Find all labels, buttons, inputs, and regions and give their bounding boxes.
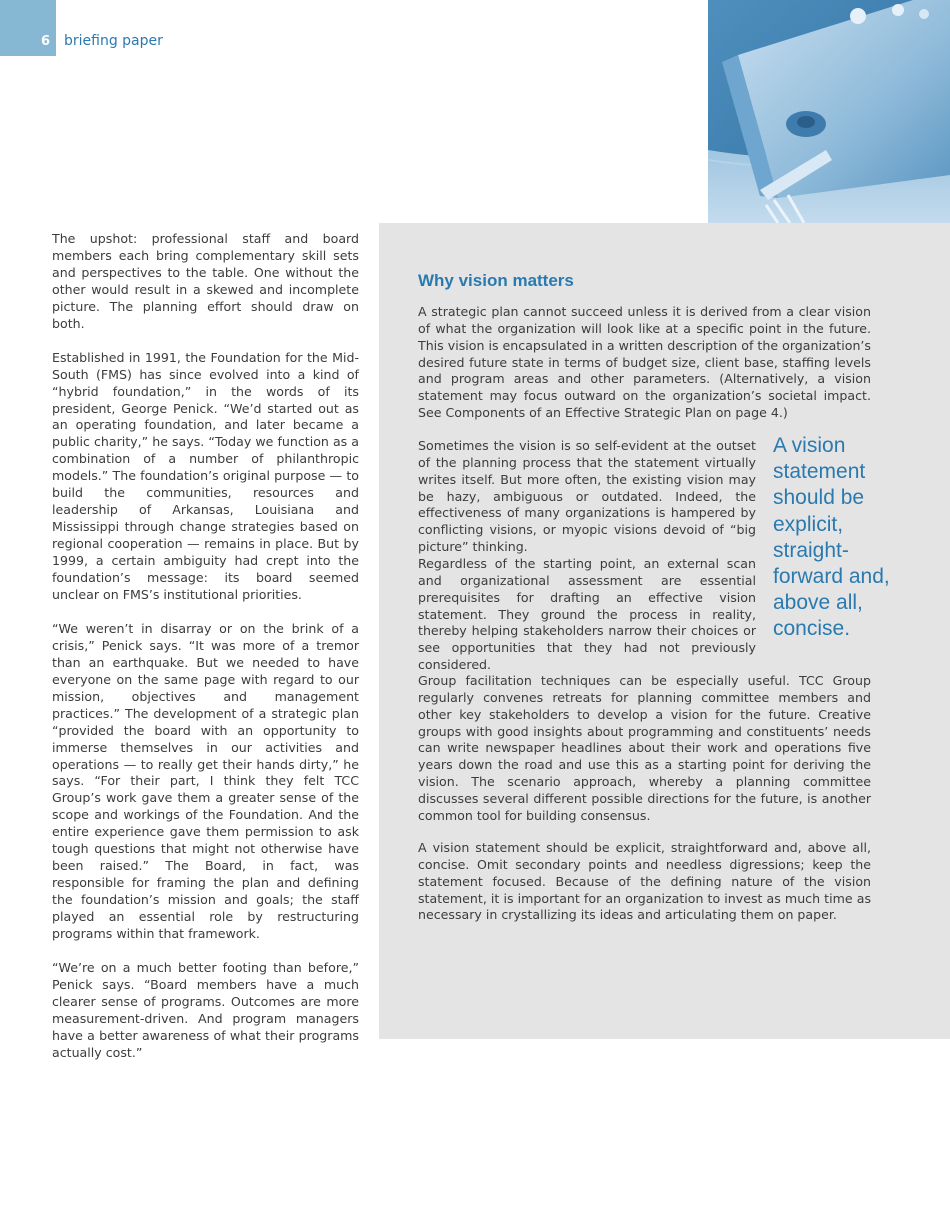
sidebar-paragraph: A vision statement should be explicit, straightforward and, above all, concise. Omit secondary points and needless digressions; keep the statement focused. Because of the defining nature of the vision statement, it is important for an organization to invest as much time as necessary in crystallizing its ideas and articulating them on paper.	[418, 840, 871, 923]
lock-image	[708, 0, 950, 223]
left-paragraph: “We’re on a much better footing than before,” Penick says. “Board members have a much clearer sense of programs. Outcomes are more measurement-driven. And program managers have a better awareness of what their programs actually cost.”	[52, 959, 359, 1060]
sidebar-paragraph: Group facilitation techniques can be especially useful. TCC Group regularly convenes retreats for planning committee members and other key stakeholders to develop a vision for the future. Creative groups with good insights about programming and constituents’ needs can write newspaper headlines about their work and operations five years down the road and use this as a starting point for deriving the vision. The scenario approach, whereby a planning committee discusses several different possible directions for the future, is another common tool for building consensus.	[418, 673, 871, 823]
header-photo-lock	[708, 0, 950, 223]
sidebar-paragraph: Regardless of the starting point, an external scan and organizational assessment are essential prerequisites for drafting an effective vision statement. They ground the process in reality, thereby helping stakeholders narrow their choices or see opportunities that they had not previously considered.	[418, 556, 756, 673]
left-paragraph: Established in 1991, the Foundation for the Mid-South (FMS) has since evolved into a kind of “hybrid foundation,” in the words of its president, George Penick. “We’d started out as an operating foundation, and later became a public charity,” he says. “Today we function as a combination of a number of philanthropic models.” The foundation’s original purpose — to build the communities, resources and leadership of Arkansas, Louisiana and Mississippi through change strategies based on regional cooperation — remains in place. But by 1999, a certain ambiguity had crept into the foundation’s message: its board seemed unclear on FMS’s institutional priorities.	[52, 349, 359, 602]
pull-quote: A vision statement should be explicit, straight-forward and, above all, concise.	[773, 434, 890, 641]
sidebar-paragraph: Sometimes the vision is so self-evident at the outset of the planning process that the statement virtually writes itself. But more often, the existing vision may be hazy, ambiguous or outdated. Indeed, the effectiveness of many organizations is hampered by conflicting visions, or myopic visions devoid of “big picture” thinking.	[418, 438, 756, 555]
running-title: briefing paper	[64, 33, 163, 49]
left-paragraph: The upshot: professional staff and board members each bring complementary skill sets and perspectives to the table. One without the other would result in a skewed and incomplete picture. The planning effort should draw on both.	[52, 231, 359, 331]
left-paragraph: “We weren’t in disarray or on the brink of a crisis,” Penick says. “It was more of a tremor than an earthquake. But we needed to have everyone on the same page with regard to our mission, objectives and management practices.” The development of a strategic plan “provided the board with an opportunity to immerse themselves in our activities and operations — to really get their hands dirty,” he says. “For their part, I think they felt TCC Group’s work gave them a greater sense of the scope and workings of the Foundation. And the entire experience gave them permission to ask tough questions that might not otherwise have been raised.” The Board, in fact, was responsible for framing the plan and defining the foundation’s mission and goals; the staff played an essential role by restructuring programs within that framework.	[52, 620, 359, 942]
sidebar-title: Why vision matters	[418, 271, 574, 290]
left-column	[52, 231, 359, 1079]
sidebar-paragraph: A strategic plan cannot succeed unless it is derived from a clear vision of what the organization will look like at a specific point in the future. This vision is encapsulated in a written description of the organization’s desired future state in terms of budget size, client base, staffing levels and program areas and other parameters. (Alternatively, a vision statement may focus outward on the organization’s societal impact. See Components of an Effective Strategic Plan on page 4.)	[418, 304, 871, 421]
page-number: 6	[41, 34, 51, 49]
